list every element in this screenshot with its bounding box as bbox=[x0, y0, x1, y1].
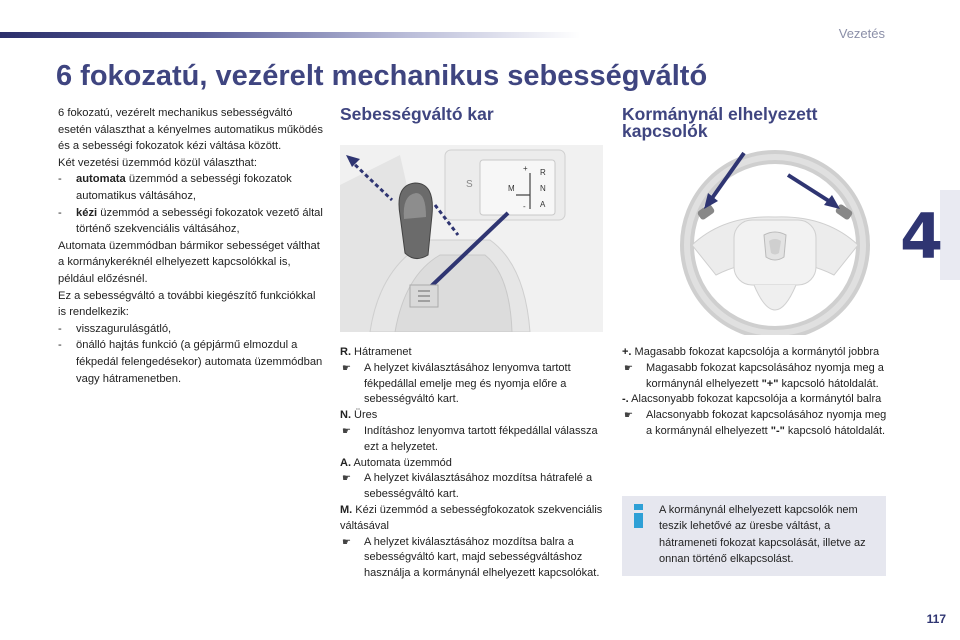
paddles-heading: Kormánynál elhelyezett kapcsolók bbox=[622, 104, 818, 141]
paddle-descriptions bbox=[622, 345, 887, 440]
entry-key: +. bbox=[622, 346, 632, 358]
panel-s-label: S bbox=[466, 179, 473, 190]
extra-hill-assist: visszagurulásgátló, bbox=[76, 322, 172, 335]
dash-bullet: - bbox=[58, 206, 62, 219]
list-item bbox=[58, 321, 326, 338]
entry-label: Kézi üzemmód a sebességfokozatok szekvenciális váltásával bbox=[340, 503, 603, 532]
extras-intro: Ez a sebességváltó a további kiegészítő funkciókkal is rendelkezik: bbox=[58, 289, 316, 319]
entry-label: Hátramenet bbox=[351, 346, 412, 358]
mode-automatic-text: üzemmód a sebességi fokozatok automatikus váltásához, bbox=[76, 173, 292, 202]
modes-intro: Két vezetési üzemmód közül választhat: bbox=[58, 156, 257, 169]
page-title: 6 fokozatú, vezérelt mechanikus sebességváltó bbox=[56, 60, 708, 92]
minus-symbol: "-" bbox=[770, 424, 785, 437]
intro-text bbox=[58, 105, 326, 387]
entry-sub bbox=[622, 408, 887, 440]
panel-n: N bbox=[540, 184, 546, 193]
steering-wheel-illustration bbox=[664, 145, 886, 335]
panel-a: A bbox=[540, 200, 546, 209]
panel-plus: + bbox=[523, 164, 528, 173]
entry-label: Üres bbox=[351, 409, 378, 422]
gear-lever-svg bbox=[340, 145, 603, 332]
entry-automatic bbox=[340, 456, 605, 472]
lever-heading: Sebességváltó kar bbox=[340, 104, 494, 124]
bullet-icon: ☛ bbox=[342, 536, 351, 548]
entry-key: R. bbox=[340, 346, 351, 358]
entry-sub-text: kapcsoló hátoldalát. bbox=[778, 377, 879, 390]
entry-reverse bbox=[340, 345, 605, 361]
list-item bbox=[58, 337, 326, 387]
dash-bullet: - bbox=[58, 173, 62, 186]
entry-key: A. bbox=[340, 456, 351, 469]
entry-key: N. bbox=[340, 409, 351, 422]
panel-minus: - bbox=[523, 202, 526, 211]
list-item bbox=[58, 171, 326, 204]
entry-sub-text: A helyzet kiválasztásához mozdítsa hátrafelé a sebességváltó kart. bbox=[364, 472, 593, 501]
mode-manual-text: üzemmód a sebességi fokozatok vezető által történő szekvenciális váltásához, bbox=[76, 206, 323, 236]
entry-neutral bbox=[340, 408, 605, 424]
entry-key: M. bbox=[340, 503, 353, 516]
entry-sub-text: Indításhoz lenyomva tartott fékpedállal válassza ezt a helyzetet. bbox=[364, 424, 598, 453]
dash-bullet: - bbox=[58, 339, 62, 352]
header-gradient-bar bbox=[0, 32, 580, 38]
entry-sub-text: Magasabb fokozat kapcsolásához nyomja meg a kormánynál elhelyezett bbox=[646, 361, 884, 390]
info-icon bbox=[630, 504, 648, 528]
bullet-icon: ☛ bbox=[624, 410, 633, 422]
lever-positions bbox=[340, 345, 605, 582]
info-text: A kormánynál elhelyezett kapcsolók nem teszik lehetővé az üresbe váltást, a hátrameneti fokozat kapcsolását, illetve az onnan történő elkapcsolást. bbox=[659, 504, 866, 565]
entry-label: Alacsonyabb fokozat kapcsolója a kormánytól balra bbox=[628, 393, 882, 406]
info-box bbox=[622, 496, 886, 576]
entry-sub bbox=[340, 471, 605, 503]
mode-automatic-label: automata bbox=[76, 173, 126, 186]
entry-upshift bbox=[622, 345, 887, 361]
chapter-number: 4 bbox=[900, 200, 944, 273]
mode-manual-label: kézi bbox=[76, 206, 98, 219]
bullet-icon: ☛ bbox=[342, 473, 351, 485]
intro-paragraph: 6 fokozatú, vezérelt mechanikus sebességváltó esetén választhat a kényelmes automatikus működés és a sebességi fokozatok kézi váltása között. bbox=[58, 107, 323, 153]
page-number: 117 bbox=[926, 612, 946, 626]
bullet-icon: ☛ bbox=[342, 425, 351, 437]
entry-label: Automata üzemmód bbox=[351, 456, 452, 469]
paddle-note: Automata üzemmódban bármikor sebességet válthat a kormánykeréknél elhelyezett kapcsolókkal is, például előzésnél. bbox=[58, 239, 320, 285]
entry-manual bbox=[340, 503, 605, 535]
entry-label: Magasabb fokozat kapcsolója a kormánytól jobbra bbox=[631, 346, 880, 358]
entry-sub-text: A helyzet kiválasztásához lenyomva tartott fékpedállal emelje meg és nyomja előre a sebességváltó kart. bbox=[364, 361, 571, 406]
panel-m: M bbox=[508, 184, 515, 193]
entry-sub bbox=[622, 361, 887, 393]
entry-sub bbox=[340, 535, 605, 582]
entry-sub bbox=[340, 424, 605, 456]
extra-creep: önálló hajtás funkció (a gépjármű elmozdul a fékpedál felengedésekor) automata üzemmódban vagy hátramenetben. bbox=[76, 339, 323, 385]
dash-bullet: - bbox=[58, 322, 62, 335]
entry-sub-text: A helyzet kiválasztásához mozdítsa balra a sebességváltó kart, majd sebességváltáshoz használja a kormánynál elhelyezett kapcsolókat. bbox=[364, 535, 600, 580]
entry-downshift bbox=[622, 392, 887, 408]
entry-sub-text: Alacsonyabb fokozat kapcsolásához nyomja meg a kormánynál elhelyezett bbox=[646, 409, 887, 437]
section-title: Vezetés bbox=[838, 26, 885, 41]
steering-wheel-svg bbox=[664, 145, 886, 335]
bullet-icon: ☛ bbox=[624, 362, 633, 374]
panel-r: R bbox=[540, 168, 546, 177]
entry-sub bbox=[340, 361, 605, 408]
list-item bbox=[58, 205, 326, 238]
bullet-icon: ☛ bbox=[342, 362, 351, 374]
entry-key: -. bbox=[622, 393, 629, 406]
gear-lever-illustration bbox=[340, 145, 603, 332]
entry-sub-text: kapcsoló hátoldalát. bbox=[784, 424, 886, 437]
plus-symbol: "+" bbox=[761, 377, 779, 390]
